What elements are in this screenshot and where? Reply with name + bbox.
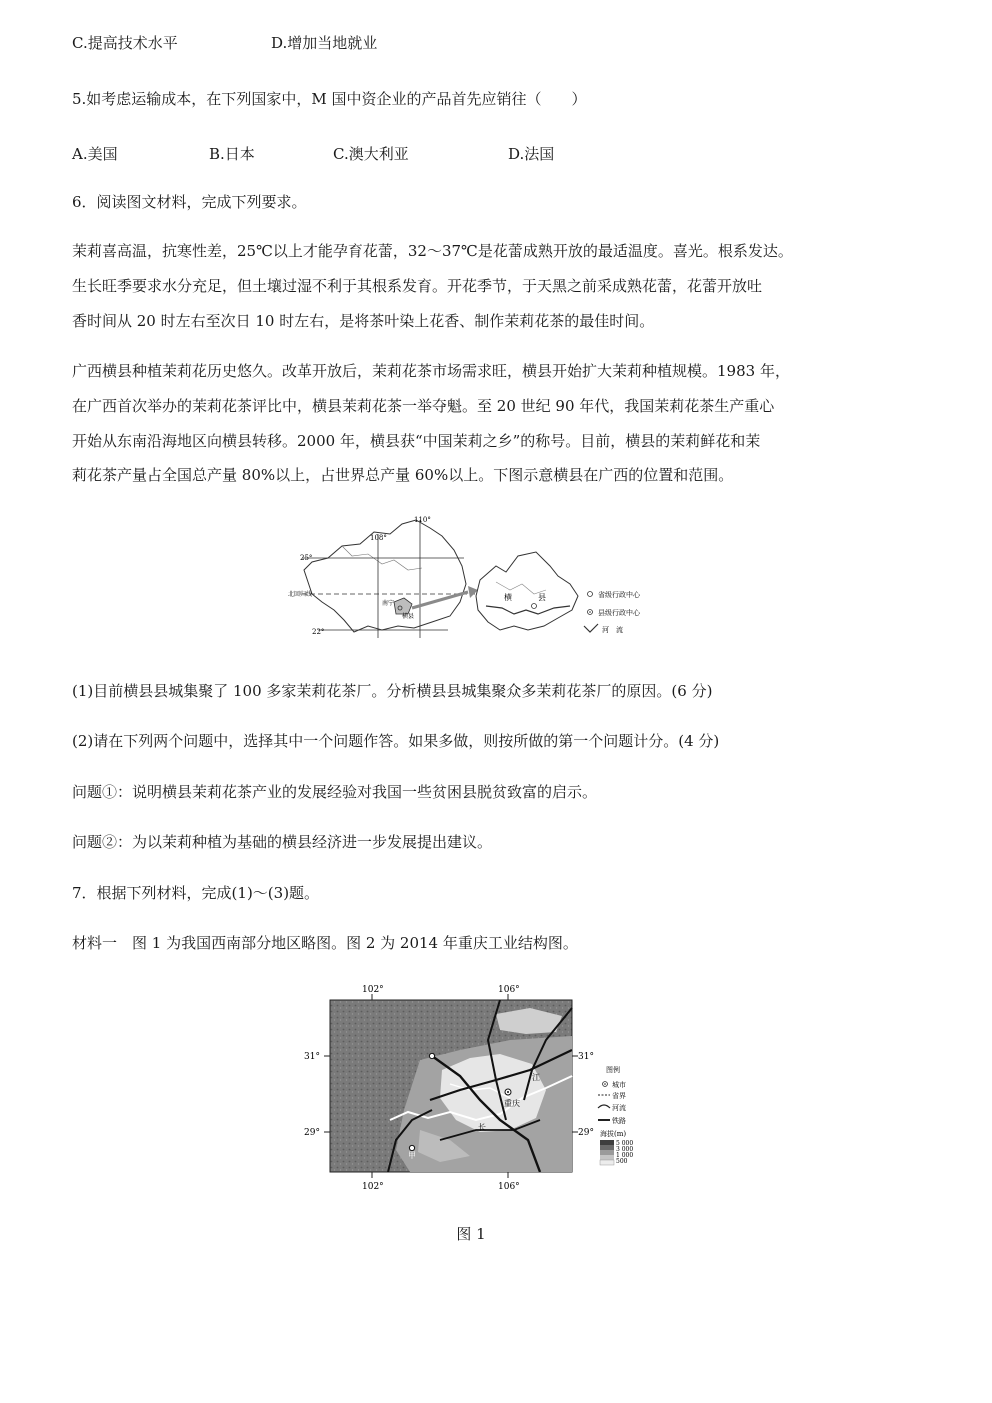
q5-option-b[interactable]: B.日本	[209, 145, 255, 163]
q6-stem: 6．阅读图文材料，完成下列要求。	[72, 193, 307, 211]
sw-map-jia: 甲	[408, 1151, 416, 1160]
map-label-tropic: 北回归线	[288, 591, 313, 598]
q6-para2-line3: 开始从东南沿海地区向横县转移。2000 年，横县获“中国茉莉之乡”的称号。目前，横县的茉莉鲜花和茉	[72, 432, 761, 450]
sw-map-chang: 长	[478, 1123, 486, 1132]
q4-option-d[interactable]: D.增加当地就业	[271, 34, 378, 52]
sw-map-lon106-top: 106°	[498, 985, 520, 995]
sw-map-lat31-right: 31°	[578, 1052, 594, 1062]
sw-map-elev-4: 500	[616, 1158, 628, 1165]
sw-map-lon102-top: 102°	[362, 985, 384, 995]
q5-option-a[interactable]: A.美国	[72, 145, 118, 163]
sw-map-lat29-right: 29°	[578, 1128, 594, 1138]
sw-map-chongqing: 重庆	[504, 1099, 520, 1108]
sw-map-jiang: 江	[532, 1073, 540, 1082]
q6-sub1: (1)目前横县县城集聚了 100 多家茉莉花茶厂。分析横县县城集聚众多茉莉花茶厂的原因。(6 分)	[72, 682, 713, 700]
q6-issue2: 问题②：为以茉莉种植为基础的横县经济进一步发展提出建议。	[72, 833, 493, 851]
sw-map-lon106-bottom: 106°	[498, 1182, 520, 1192]
q6-para1-line1: 茉莉喜高温，抗寒性差，25℃以上才能孕育花蕾，32～37℃是花蕾成熟开放的最适温度。喜光。根系发达。	[72, 242, 793, 260]
map-label-nanning: 南宁	[382, 600, 395, 607]
sw-map-legend-elev: 海拔(m)	[600, 1130, 627, 1138]
map-legend-river: 河 流	[602, 626, 623, 634]
sw-map-legend-river: 河流	[612, 1104, 626, 1112]
q5-option-d[interactable]: D.法国	[508, 145, 555, 163]
map-label-108: 108°	[370, 534, 387, 542]
sw-map-lon102-bottom: 102°	[362, 1182, 384, 1192]
q6-para2-line1: 广西横县种植茉莉花历史悠久。改革开放后，茉莉花茶市场需求旺，横县开始扩大茉莉种植规模。1983 年，	[72, 362, 790, 380]
q7-material1: 材料一 图 1 为我国西南部分地区略图。图 2 为 2014 年重庆工业结构图。	[72, 934, 578, 952]
sw-map-legend-title: 图例	[606, 1066, 620, 1074]
sw-map-legend-city: 城市	[612, 1081, 626, 1089]
q6-para2-line4: 莉花茶产量占全国总产量 80%以上，占世界总产量 60%以上。下图示意横县在广西的位置和范围。	[72, 466, 734, 484]
q6-para1-line2: 生长旺季要求水分充足，但土壤过湿不利于其根系发育。开花季节，于天黑之前采成熟花蕾，花蕾开放吐	[72, 277, 763, 295]
map-label-25: 25°	[300, 554, 313, 562]
map-legend-county: 县级行政中心	[598, 609, 640, 617]
map-legend-provincial: 省级行政中心	[598, 591, 640, 599]
q5-option-c[interactable]: C.澳大利亚	[333, 145, 409, 163]
q6-issue1: 问题①：说明横县茉莉花茶产业的发展经验对我国一些贫困县脱贫致富的启示。	[72, 783, 598, 801]
q6-sub2: (2)请在下列两个问题中，选择其中一个问题作答。如果多做，则按所做的第一个问题计分。(4 分)	[72, 732, 720, 750]
sw-map-legend-border: 省界	[612, 1092, 626, 1100]
sw-map-lat31-left: 31°	[304, 1052, 320, 1062]
q4-option-c[interactable]: C.提高技术水平	[72, 34, 178, 52]
figure-1-caption: 图 1	[456, 1225, 486, 1243]
map-label-hengxian-small: 横县	[402, 613, 415, 620]
q6-para2-line2: 在广西首次举办的茉莉花茶评比中，横县茉莉花茶一举夺魁。至 20 世纪 90 年代，我国茉莉花茶生产重心	[72, 397, 775, 415]
sw-map-elev-2: 3 000	[616, 1146, 634, 1153]
q7-stem: 7．根据下列材料，完成(1)～(3)题。	[72, 884, 320, 902]
q6-para1-line3: 香时间从 20 时左右至次日 10 时左右，是将茶叶染上花香、制作茉莉花茶的最佳时间。	[72, 312, 655, 330]
map-label-xian: 县	[538, 593, 546, 602]
guangxi-hengxian-map	[282, 510, 662, 645]
map-label-110: 110°	[414, 516, 431, 524]
sw-map-elev-1: 5 000	[616, 1140, 634, 1147]
sw-map-elev-3: 1 000	[616, 1152, 634, 1159]
q5-stem: 5.如考虑运输成本，在下列国家中，M 国中资企业的产品首先应销往（ ）	[72, 90, 587, 108]
sw-map-lat29-left: 29°	[304, 1128, 320, 1138]
map-label-22: 22°	[312, 628, 325, 636]
map-label-heng: 横	[504, 593, 512, 602]
southwest-china-map	[300, 980, 645, 1195]
sw-map-legend-rail: 铁路	[612, 1117, 626, 1125]
